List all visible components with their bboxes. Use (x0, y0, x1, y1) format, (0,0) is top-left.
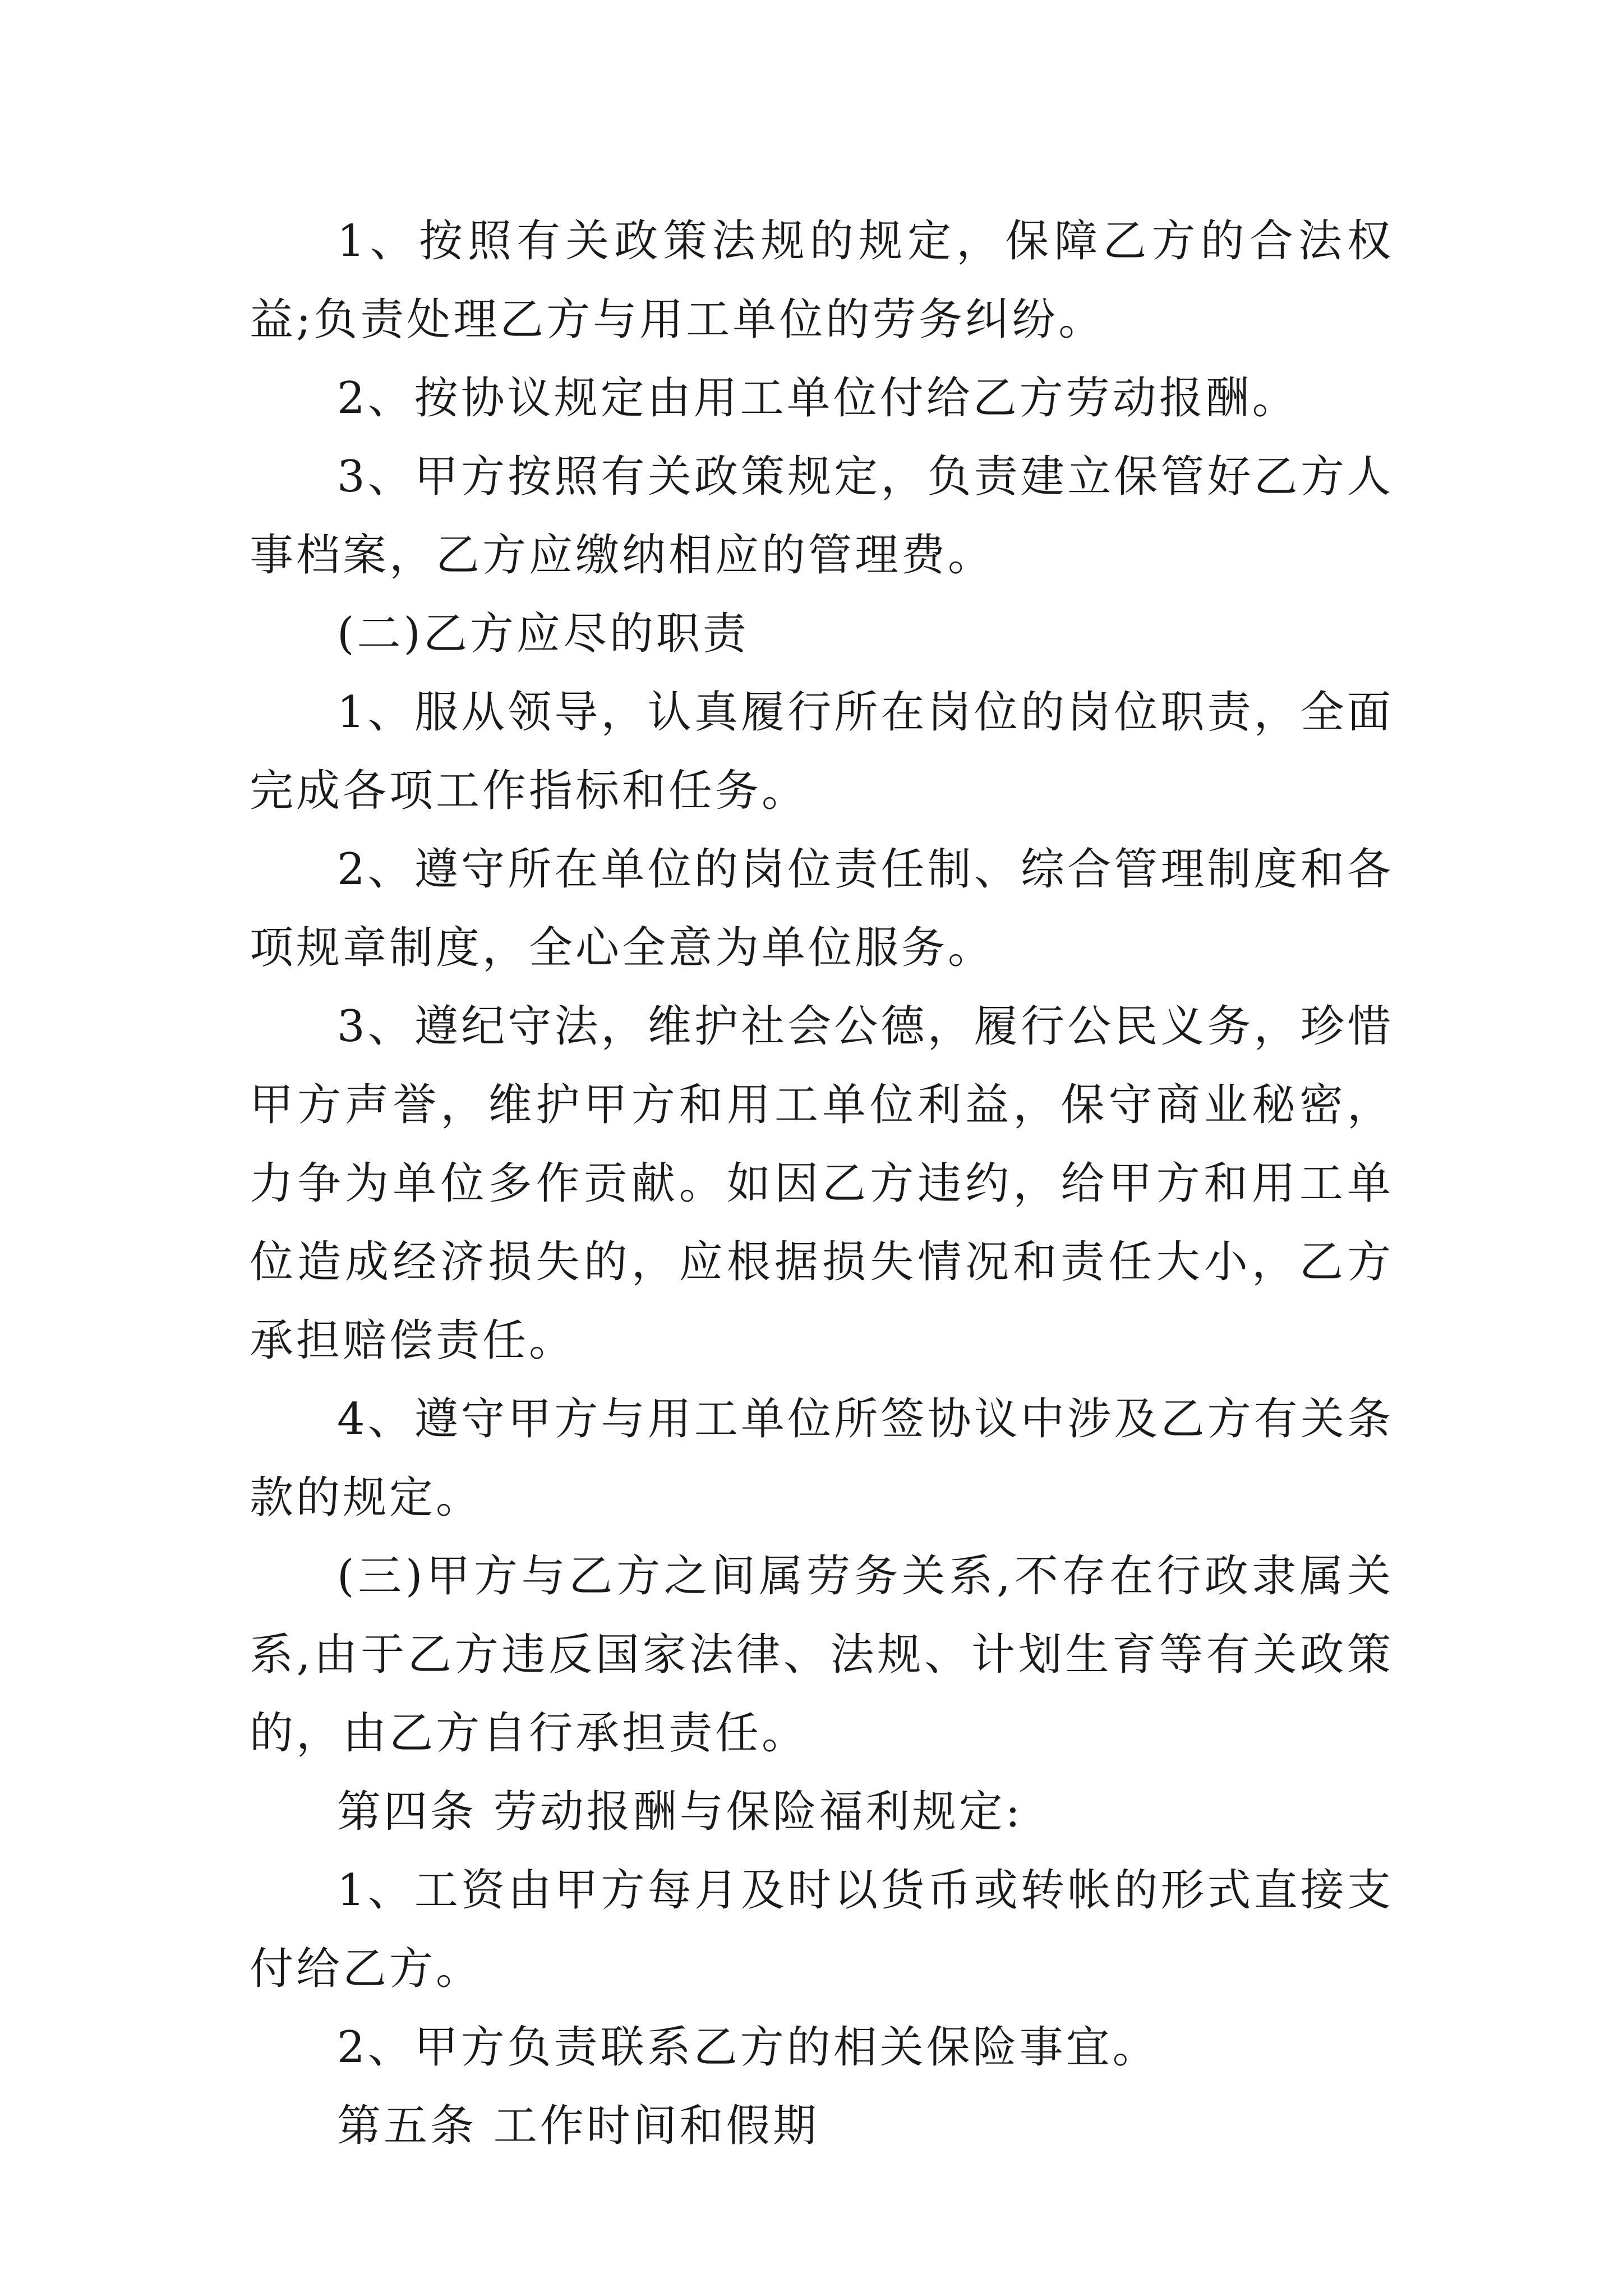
paragraph: (三)甲方与乙方之间属劳务关系,不存在行政隶属关系,由于乙方违反国家法律、法规、计划生育等有关政策的，由乙方自行承担责任。 (250, 1551, 1394, 1759)
paragraph: 3、甲方按照有关政策规定，负责建立保管好乙方人事档案，乙方应缴纳相应的管理费。 (250, 452, 1394, 581)
paragraph: 4、遵守甲方与用工单位所签协议中涉及乙方有关条款的规定。 (250, 1394, 1394, 1523)
article-heading: 第四条 劳动报酬与保险福利规定: (337, 1787, 1023, 1837)
document-body (250, 202, 1394, 2165)
paragraph: 1、按照有关政策法规的规定，保障乙方的合法权益;负责处理乙方与用工单位的劳务纠纷。 (250, 216, 1394, 345)
section-heading: (二)乙方应尽的职责 (337, 609, 749, 659)
paragraph: 1、服从领导，认真履行所在岗位的岗位职责，全面完成各项工作指标和任务。 (250, 687, 1394, 816)
paragraph: 3、遵纪守法，维护社会公德，履行公民义务，珍惜甲方声誉，维护甲方和用工单位利益，保守商业秘密，力争为单位多作贡献。如因乙方违约，给甲方和用工单位造成经济损失的，应根据损失情况和责任大小，乙方承担赔偿责任。 (250, 1001, 1394, 1366)
paragraph: 2、按协议规定由用工单位付给乙方劳动报酬。 (337, 373, 1299, 424)
paragraph: 1、工资由甲方每月及时以货币或转帐的形式直接支付给乙方。 (250, 1865, 1394, 1994)
paragraph: 2、遵守所在单位的岗位责任制、综合管理制度和各项规章制度，全心全意为单位服务。 (250, 844, 1394, 973)
paragraph: 2、甲方负责联系乙方的相关保险事宜。 (337, 2022, 1159, 2073)
article-heading: 第五条 工作时间和假期 (337, 2101, 819, 2151)
